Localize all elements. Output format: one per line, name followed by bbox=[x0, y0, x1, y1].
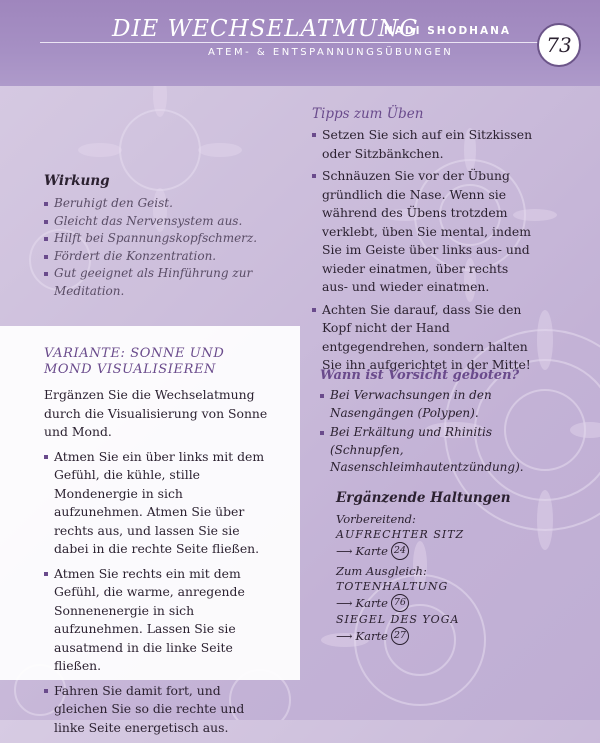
karte-label: Karte bbox=[355, 629, 388, 643]
ergaenzende-heading: Ergänzende Haltungen bbox=[336, 490, 511, 506]
arrow-right-icon: ⟶ bbox=[336, 544, 353, 558]
list-item: Gut geeignet als Hinführung zur Meditation. bbox=[44, 265, 280, 300]
list-item: Bei Erkältung und Rhinitis (Schnupfen, Nasenschleimhautentzündung). bbox=[320, 424, 532, 477]
karte-reference[interactable] bbox=[336, 542, 546, 560]
list-item: Atmen Sie rechts ein mit dem Gefühl, die warme, anregende Sonnenenergie in sich aufzunehmen. Lassen Sie sie ausatmend in die linke Seite fließen. bbox=[44, 565, 270, 676]
vorsicht-section bbox=[320, 368, 532, 479]
wirkung-section bbox=[44, 173, 280, 300]
vorbereitend-posture-name: AUFRECHTER SITZ bbox=[336, 528, 465, 541]
variante-list bbox=[44, 448, 270, 738]
karte-number-badge: 24 bbox=[391, 542, 409, 560]
ergaenzende-haltungen-section bbox=[336, 490, 546, 649]
ausgleich-label: Zum Ausgleich: bbox=[336, 564, 427, 578]
list-item: Gleicht das Nervensystem aus. bbox=[44, 213, 280, 231]
page-number-badge: 73 bbox=[537, 23, 581, 67]
karte-label: Karte bbox=[355, 544, 388, 558]
karte-label: Karte bbox=[355, 596, 388, 610]
wirkung-list bbox=[44, 195, 280, 300]
ausgleich-posture-name: TOTENHALTUNG bbox=[336, 580, 449, 593]
tipps-section bbox=[312, 106, 534, 379]
arrow-right-icon: ⟶ bbox=[336, 596, 353, 610]
page-header bbox=[0, 0, 600, 86]
page-category: ATEM- & ENTSPANNUNGSÜBUNGEN bbox=[208, 47, 454, 58]
list-item: Setzen Sie sich auf ein Sitzkissen oder Sitzbänkchen. bbox=[312, 126, 534, 163]
tipps-list bbox=[312, 126, 534, 375]
vorbereitend-label: Vorbereitend: bbox=[336, 512, 416, 526]
ausgleich-posture-name: SIEGEL DES YOGA bbox=[336, 613, 460, 626]
vorbereitend-group bbox=[336, 512, 546, 560]
list-item: Fördert die Konzentration. bbox=[44, 248, 280, 266]
page-title: DIE WECHSELATMUNG bbox=[112, 16, 419, 42]
header-divider bbox=[40, 42, 540, 43]
arrow-right-icon: ⟶ bbox=[336, 629, 353, 643]
list-item: Fahren Sie damit fort, und gleichen Sie so die rechte und linke Seite energetisch aus. bbox=[44, 682, 270, 738]
karte-number-badge: 27 bbox=[391, 627, 409, 645]
list-item: Beruhigt den Geist. bbox=[44, 195, 280, 213]
list-item: Schnäuzen Sie vor der Übung gründlich die Nase. Wenn sie während des Übens trotzdem verklebt, üben Sie mental, indem Sie im Geiste über links aus- und wieder einatmen, über rechts aus- und wieder einatmen. bbox=[312, 167, 534, 297]
list-item: Atmen Sie ein über links mit dem Gefühl, die kühle, stille Mondenergie in sich aufzunehmen. Atmen Sie über rechts aus, und lassen Sie sie dabei in die rechte Seite fließen. bbox=[44, 448, 270, 559]
vorsicht-list bbox=[320, 387, 532, 477]
list-item: Achten Sie darauf, dass Sie den Kopf nicht der Hand entgegendrehen, sondern halten Sie ihn aufgerichtet in der Mitte! bbox=[312, 301, 534, 375]
page-subtitle: NADI SHODHANA bbox=[384, 25, 512, 37]
list-item: Hilft bei Spannungskopfschmerz. bbox=[44, 230, 280, 248]
karte-reference[interactable] bbox=[336, 627, 546, 645]
list-item: Bei Verwachsungen in den Nasengängen (Polypen). bbox=[320, 387, 532, 422]
karte-number-badge: 76 bbox=[391, 594, 409, 612]
vorsicht-heading: Wann ist Vorsicht geboten? bbox=[320, 368, 520, 383]
ausgleich-group bbox=[336, 564, 546, 645]
variante-title: VARIANTE: SONNE UND MOND VISUALISIEREN bbox=[44, 346, 225, 377]
variante-section bbox=[44, 346, 270, 743]
variante-intro: Ergänzen Sie die Wechselatmung durch die Visualisierung von Sonne und Mond. bbox=[44, 387, 268, 439]
wirkung-heading: Wirkung bbox=[44, 173, 110, 189]
tipps-heading: Tipps zum Üben bbox=[312, 106, 424, 122]
karte-reference[interactable] bbox=[336, 594, 546, 612]
